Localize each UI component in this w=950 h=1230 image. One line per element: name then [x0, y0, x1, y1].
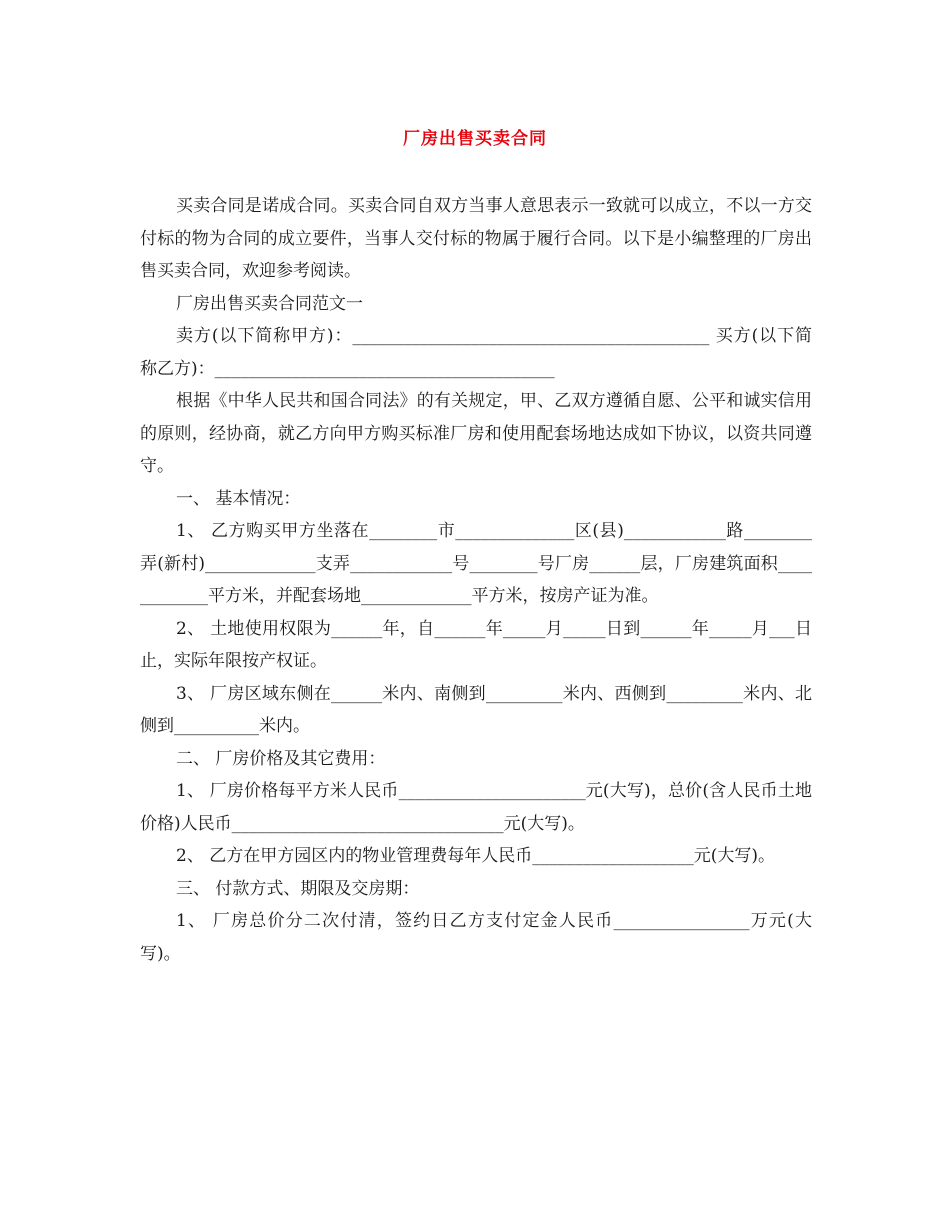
document-body: [140, 190, 812, 970]
preamble-paragraph: 根据《中华人民共和国合同法》的有关规定，甲、乙双方遵循自愿、公平和诚实信用的原则，经协商，就乙方向甲方购买标准厂房和使用配套场地达成如下协议，以资共同遵守。: [140, 391, 812, 476]
intro-paragraph: 买卖合同是诺成合同。买卖合同自双方当事人意思表示一致就可以成立，不以一方交付标的物为合同的成立要件，当事人交付标的物属于履行合同。以下是小编整理的厂房出售买卖合同，欢迎参考阅读。: [140, 196, 812, 281]
section-heading-basic: 一、 基本情况：: [176, 488, 301, 509]
clause-management-fee: 2、 乙方在甲方园区内的物业管理费每年人民币___________________元(大写)。: [176, 846, 775, 866]
section-heading-price: 二、 厂房价格及其它费用：: [176, 748, 386, 769]
parties-paragraph: 卖方(以下简称甲方)：__________________________________________ 买方(以下简称乙方)：________________________________________: [140, 326, 812, 379]
clause-location: 1、 乙方购买甲方坐落在________市______________区(县)____________路________弄(新村)_____________支弄____________号________号厂房______层，厂房建筑面积____________平方米，并配套场地_____________平方米，按房产证为准。: [140, 521, 812, 606]
clause-price: 1、 厂房价格每平方米人民币______________________元(大写)，总价(含人民币土地价格)人民币________________________________元(大写)。: [140, 781, 812, 834]
clause-land-use: 2、 土地使用权限为______年，自______年_____月_____日到______年_____月___日止，实际年限按产权证。: [140, 618, 812, 671]
clause-payment: 1、 厂房总价分二次付清，签约日乙方支付定金人民币________________万元(大写)。: [140, 911, 812, 964]
document-title: 厂房出售买卖合同: [403, 129, 547, 149]
section-heading-payment: 三、 付款方式、期限及交房期：: [176, 878, 420, 899]
sample-heading: 厂房出售买卖合同范文一: [176, 293, 363, 314]
clause-boundaries: 3、 厂房区域东侧在______米内、南侧到_________米内、西侧到_________米内、北侧到__________米内。: [140, 683, 812, 736]
